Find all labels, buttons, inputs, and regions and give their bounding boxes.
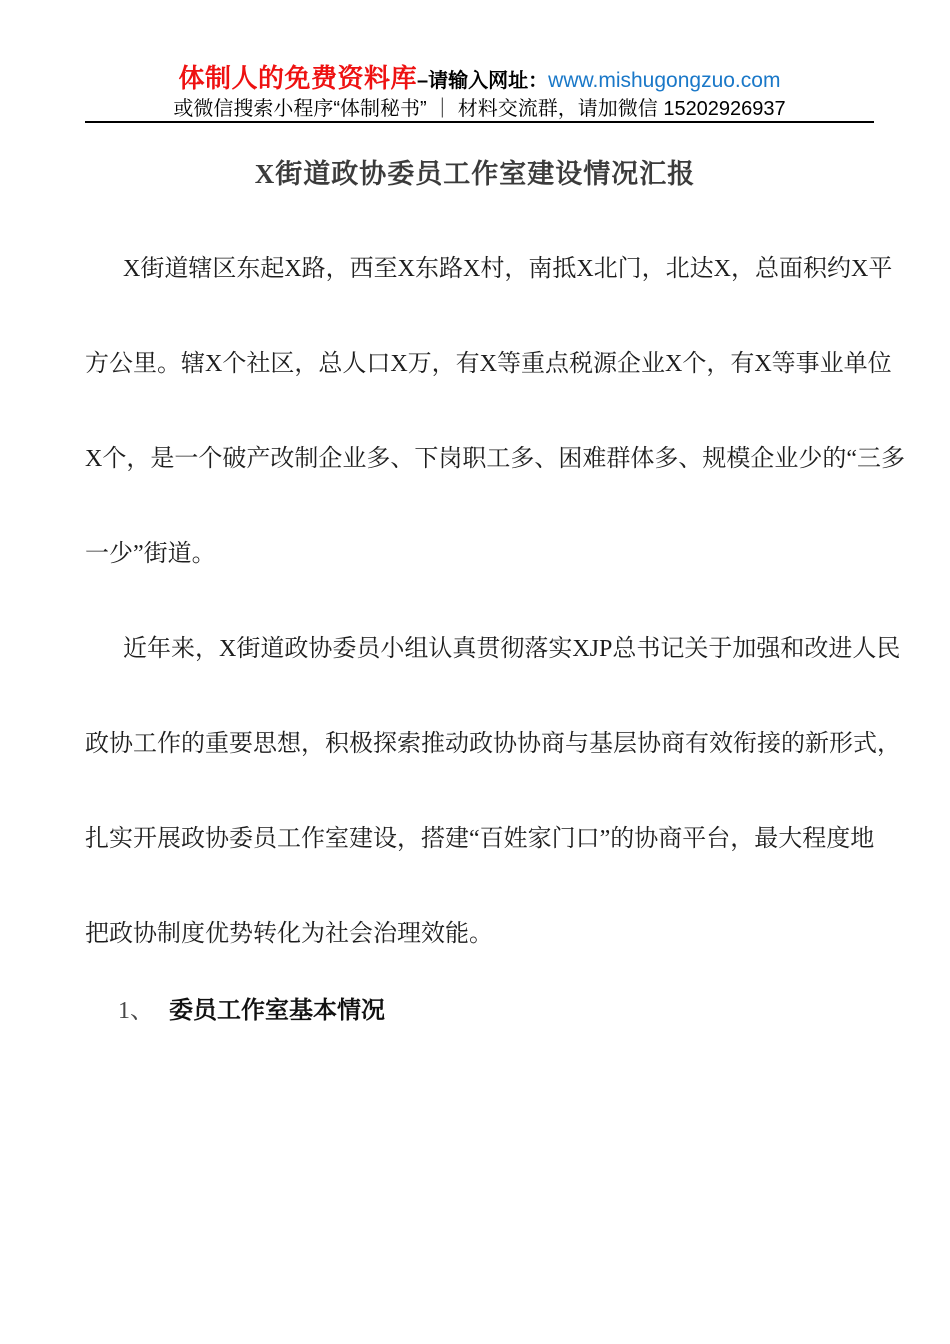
paragraph-line: 近年来，X街道政协委员小组认真贯彻落实XJP总书记关于加强和改进人民 — [123, 636, 901, 662]
document-title: X街道政协委员工作室建设情况汇报 — [254, 159, 696, 189]
promo-header-line1 — [85, 64, 874, 97]
paragraph-line: X个，是一个破产改制企业多、下岗职工多、困难群体多、规模企业少的“三多 — [85, 446, 905, 472]
section-heading-1 — [85, 982, 865, 1040]
paragraph-line: 方公里。辖X个社区，总人口X万，有X等重点税源企业X个，有X等事业单位 — [85, 351, 892, 377]
paragraph-line: X街道辖区东起X路，西至X东路X村，南抵X北门，北达X，总面积约X平 — [123, 256, 893, 282]
section-title: 委员工作室基本情况 — [169, 998, 385, 1024]
brand-name: 体制人的免费资料库 — [178, 63, 418, 93]
promo-header — [85, 0, 874, 123]
paragraph-line: 把政协制度优势转化为社会治理效能。 — [85, 921, 493, 947]
paragraph-line: 政协工作的重要思想，积极探索推动政协协商与基层协商有效衔接的新形式， — [85, 731, 901, 757]
paragraph-line: 一少”街道。 — [85, 541, 216, 567]
url-prompt-text: –请输入网址： — [417, 70, 549, 92]
section-number: 1、 — [118, 998, 154, 1024]
paragraph-line: 扎实开展政协委员工作室建设，搭建“百姓家门口”的协商平台，最大程度地 — [85, 826, 875, 852]
website-link[interactable]: www.mishugongzuo.com — [548, 69, 781, 92]
paragraph-1 — [85, 222, 905, 602]
promo-header-line2: 或微信搜索小程序“体制秘书” ｜ 材料交流群，请加微信 15202926937 — [173, 98, 786, 120]
paragraph-2 — [85, 602, 901, 982]
